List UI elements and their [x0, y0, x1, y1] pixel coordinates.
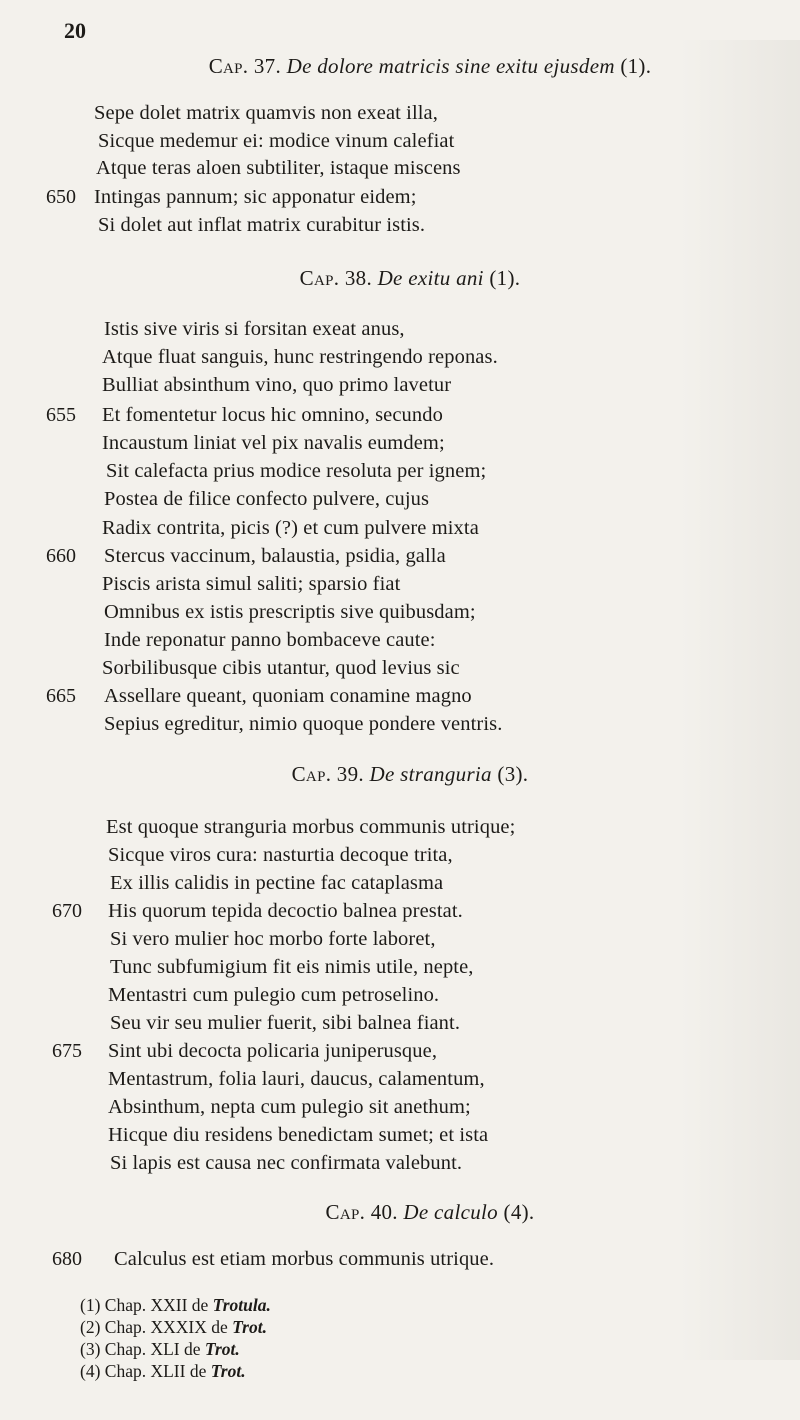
footnote-reference: Trot. [232, 1317, 267, 1337]
chapter-title: De exitu ani [377, 266, 484, 290]
footnote-number: (3) [80, 1339, 101, 1359]
footnote-reference: Trot. [204, 1339, 240, 1359]
footnote-text: Chap. XXII de [104, 1295, 209, 1315]
verse-line: Mentastrum, folia lauri, daucus, calamentum, [108, 1068, 485, 1090]
footnote-reference: Trotula. [212, 1295, 271, 1315]
verse-line: Piscis arista simul saliti; sparsio fiat [102, 573, 401, 595]
footnote [80, 1294, 271, 1316]
footnote [80, 1338, 240, 1360]
verse-line: Postea de filice confecto pulvere, cujus [104, 488, 430, 510]
verse-line: Tunc subfumigium fit eis nimis utile, nepte, [110, 956, 474, 978]
chapter-heading-39 [10, 762, 800, 787]
line-number: 670 [52, 900, 82, 922]
verse-line: Hicque diu residens benedictam sumet; et ista [108, 1124, 489, 1146]
verse-line: Assellare queant, quoniam conamine magno [104, 685, 472, 707]
footnote-text: Chap. XXXIX de [104, 1317, 228, 1337]
line-number: 655 [46, 404, 76, 426]
verse-line: Intingas pannum; sic apponatur eidem; [94, 186, 417, 208]
verse-line: Istis sive viris si forsitan exeat anus, [104, 318, 405, 340]
footnote [80, 1316, 267, 1338]
verse-line: Est quoque stranguria morbus communis utrique; [106, 816, 516, 838]
footnote-text: Chap. XLI de [104, 1339, 201, 1359]
chapter-heading-40 [30, 1200, 800, 1225]
verse-line: Omnibus ex istis prescriptis sive quibusdam; [104, 601, 476, 623]
verse-line: Sorbilibusque cibis utantur, quod levius sic [102, 657, 460, 679]
verse-line: Sint ubi decocta policaria juniperusque, [108, 1040, 438, 1062]
chapter-note: (1). [489, 266, 521, 290]
verse-line: Absinthum, nepta cum pulegio sit anethum; [108, 1096, 471, 1118]
line-number: 650 [46, 186, 76, 208]
verse-line: Sepe dolet matrix quamvis non exeat illa, [94, 102, 438, 124]
chapter-note: (1). [620, 54, 652, 78]
footnote-reference: Trot. [210, 1361, 246, 1381]
verse-line: Atque teras aloen subtiliter, istaque miscens [96, 157, 461, 179]
chapter-label: Cap. 37. [208, 54, 282, 78]
footnote-text: Chap. XLII de [104, 1361, 207, 1381]
chapter-heading-37 [30, 54, 800, 79]
verse-line: Calculus est etiam morbus communis utrique. [114, 1248, 495, 1270]
chapter-title: De calculo [403, 1200, 498, 1224]
verse-line: Incaustum liniat vel pix navalis eumdem; [102, 432, 445, 454]
page-number: 20 [64, 18, 86, 43]
verse-line: His quorum tepida decoctio balnea prestat. [108, 900, 463, 922]
footnote-number: (4) [80, 1361, 101, 1381]
verse-line: Sepius egreditur, nimio quoque pondere ventris. [104, 713, 503, 735]
verse-line: Si dolet aut inflat matrix curabitur istis. [98, 214, 426, 236]
footnote-number: (1) [80, 1295, 101, 1315]
chapter-label: Cap. 38. [299, 266, 373, 290]
footnote [80, 1360, 246, 1382]
verse-line: Seu vir seu mulier fuerit, sibi balnea fiant. [110, 1012, 461, 1034]
verse-line: Si lapis est causa nec confirmata valebunt. [110, 1152, 463, 1174]
show-through-shadow [680, 40, 800, 1360]
verse-line: Sit calefacta prius modice resoluta per ignem; [106, 460, 487, 482]
verse-line: Ex illis calidis in pectine fac cataplasma [110, 872, 444, 894]
chapter-title: De dolore matricis sine exitu ejusdem [286, 54, 615, 78]
line-number: 680 [52, 1248, 82, 1270]
verse-line: Stercus vaccinum, balaustia, psidia, galla [104, 545, 446, 567]
line-number: 660 [46, 545, 76, 567]
chapter-note: (4). [503, 1200, 535, 1224]
verse-line: Et fomentetur locus hic omnino, secundo [102, 404, 443, 426]
verse-line: Bulliat absinthum vino, quo primo lavetur [102, 374, 452, 396]
chapter-label: Cap. 39. [291, 762, 364, 786]
chapter-title: De stranguria [369, 762, 492, 786]
verse-line: Mentastri cum pulegio cum petroselino. [108, 984, 440, 1006]
footnote-number: (2) [80, 1317, 101, 1337]
verse-line: Si vero mulier hoc morbo forte laboret, [110, 928, 436, 950]
verse-line: Sicque medemur ei: modice vinum calefiat [98, 130, 455, 152]
chapter-heading-38 [10, 266, 800, 291]
line-number: 665 [46, 685, 76, 707]
verse-line: Inde reponatur panno bombaceve caute: [104, 629, 436, 651]
chapter-label: Cap. 40. [325, 1200, 398, 1224]
verse-line: Atque fluat sanguis, hunc restringendo reponas. [102, 346, 498, 368]
verse-line: Sicque viros cura: nasturtia decoque trita, [108, 844, 453, 866]
chapter-note: (3). [497, 762, 529, 786]
verse-line: Radix contrita, picis (?) et cum pulvere mixta [102, 517, 479, 539]
line-number: 675 [52, 1040, 82, 1062]
